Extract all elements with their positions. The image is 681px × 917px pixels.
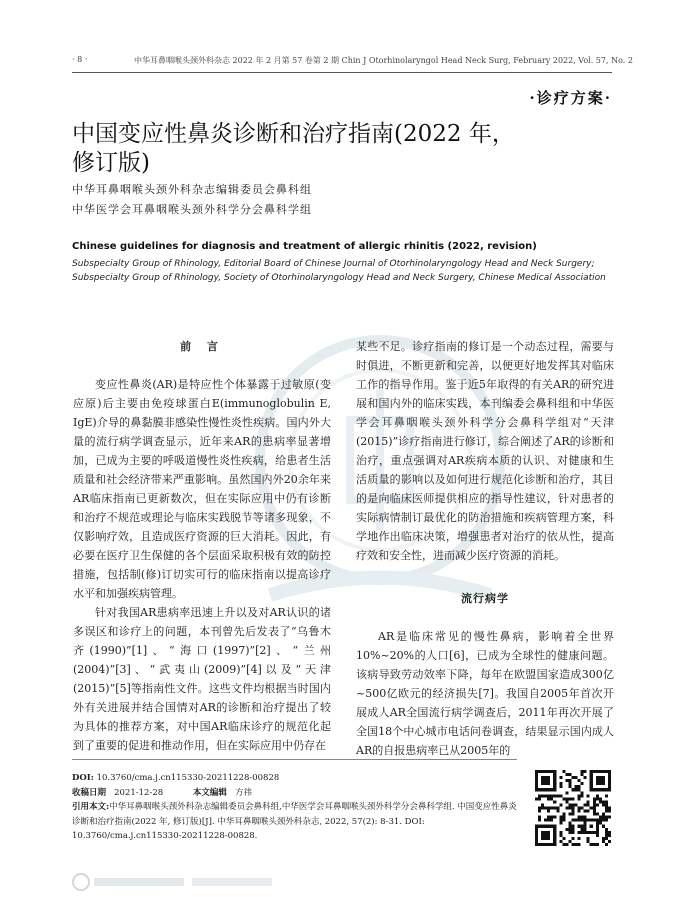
preface-heading: 前 言 xyxy=(180,340,224,353)
author-group-1: 中华耳鼻咽喉头颈外科杂志编辑委员会鼻科组 xyxy=(72,183,312,196)
journal-info: 中华耳鼻咽喉头颈外科杂志 2022 年 2 月第 57 卷第 2 期 Chin J Otorhinolaryngol Head Neck Surg, February 2022, Vol. 57, No. 2 xyxy=(134,56,633,65)
english-authors: Subspecialty Group of Rhinology, Editorial Board of Chinese Journal of Otorhinolaryngology Head and Neck Surgery; Subspecialty Group of Rhinology, Society of Otorhinolaryngology Head and Neck Surgery, Chinese Medical Association xyxy=(72,259,606,283)
author-group-2: 中华医学会耳鼻咽喉头颈外科学分会鼻科学组 xyxy=(72,203,312,216)
page-number: · 8 · xyxy=(72,55,88,64)
received-line: 收稿日期 2021-12-28 本文编辑 方祎 xyxy=(72,787,253,798)
english-title: Chinese guidelines for diagnosis and treatment of allergic rhinitis (2022, revision) xyxy=(72,241,537,252)
publisher-logo xyxy=(72,872,312,892)
left-column xyxy=(73,337,331,755)
header-rule xyxy=(72,72,612,73)
running-header xyxy=(72,55,633,69)
paragraph: 变应性鼻炎(AR)是特应性个体暴露于过敏原(变应原)后主要由免疫球蛋白E(immunoglobulin E, IgE)介导的鼻黏膜非感染性慢性炎性疾病。国内外大量的流行病学调查显示，近年来AR的患病率显著增加，已成为主要的呼吸道慢性炎性疾病，给患者生活质量和社会经济带来严重影响。虽然国内外20余年来AR临床指南已更新数次，但在实际应用中仍有诊断和治疗不规范或理论与临床实践脱节等诸多现象，不仅影响疗效，且造成医疗资源的巨大消耗。因此，有必要在医疗卫生保健的各个层面采取积极有效的防控措施，包括制(修)订切实可行的临床指南以提高诊疗水平和加强疾病管理。 xyxy=(73,378,331,600)
paragraph: AR是临床常见的慢性鼻病，影响着全世界10%~20%的人口[6]，已成为全球性的健康问题。该病导致劳动效率下降，每年在欧盟国家造成300亿~500亿欧元的经济损失[7]。我国自2005年首次开展成人AR全国流行病学调查后，2011年再次开展了全国18个中心城市电话问卷调查，结果显示国内成人AR的自报患病率已从2005年的 xyxy=(356,630,614,757)
paragraph: 针对我国AR患病率迅速上升以及对AR认识的诸多误区和诊疗上的问题，本刊曾先后发表了“乌鲁木齐(1990)”[1]、“海口(1997)”[2]、“兰州(2004)”[3]、“武夷山(2009)”[4]以及“天津(2015)”[5]等指南性文件。这些文件均根据当时国内外有关进展并结合国情对AR的诊断和治疗提出了较为具体的推荐方案，对中国AR临床诊疗的规范化起到了重要的促进和推动作用，但在实际应用中仍存在 xyxy=(73,606,331,752)
paragraph: 某些不足。诊疗指南的修订是一个动态过程，需要与时俱进，不断更新和完善，以便更好地发挥其对临床工作的指导作用。鉴于近5年取得的有关AR的研究进展和国内外的临床实践，本刊编委会鼻科组和中华医学会耳鼻咽喉头颈外科学分会鼻科学组对“天津(2015)”诊疗指南进行修订，综合阐述了AR的诊断和治疗，重点强调对AR疾病本质的认识、对健康和生活质量的影响以及如何进行规范化诊断和治疗，其目的是向临床医师提供相应的指导性建议，针对患者的实际病情制订最优化的防治措施和疾病管理方案，科学地作出临床决策，增强患者对治疗的依从性，提高疗效和安全性，进而减少医疗资源的消耗。 xyxy=(356,340,614,562)
section-label: ·诊疗方案· xyxy=(529,89,612,107)
article-title: 中国变应性鼻炎诊断和治疗指南(2022 年，修订版) xyxy=(72,121,515,176)
epidemiology-heading: 流行病学 xyxy=(461,592,509,605)
doi-line: DOI: 10.3760/cma.j.cn115330-20211228-00828 xyxy=(72,773,280,783)
footnote-block xyxy=(72,771,524,844)
doi-link[interactable]: 10.3760/cma.j.cn115330-20211228-00828 xyxy=(96,773,280,783)
citation-line: 引用本文:中华耳鼻咽喉头颈外科杂志编辑委员会鼻科组,中华医学会耳鼻咽喉头颈外科学分会鼻科学组. 中国变应性鼻炎诊断和治疗指南(2022 年, 修订版)[J]. 中华耳鼻咽喉头颈外科杂志, 2022, 57(2): 8-31. DOI: 10.3760/cma.j.cn115330-20211228-00828. xyxy=(72,802,517,841)
right-column xyxy=(356,337,614,760)
footnote-rule xyxy=(72,759,517,760)
qr-code-icon[interactable] xyxy=(535,770,611,846)
